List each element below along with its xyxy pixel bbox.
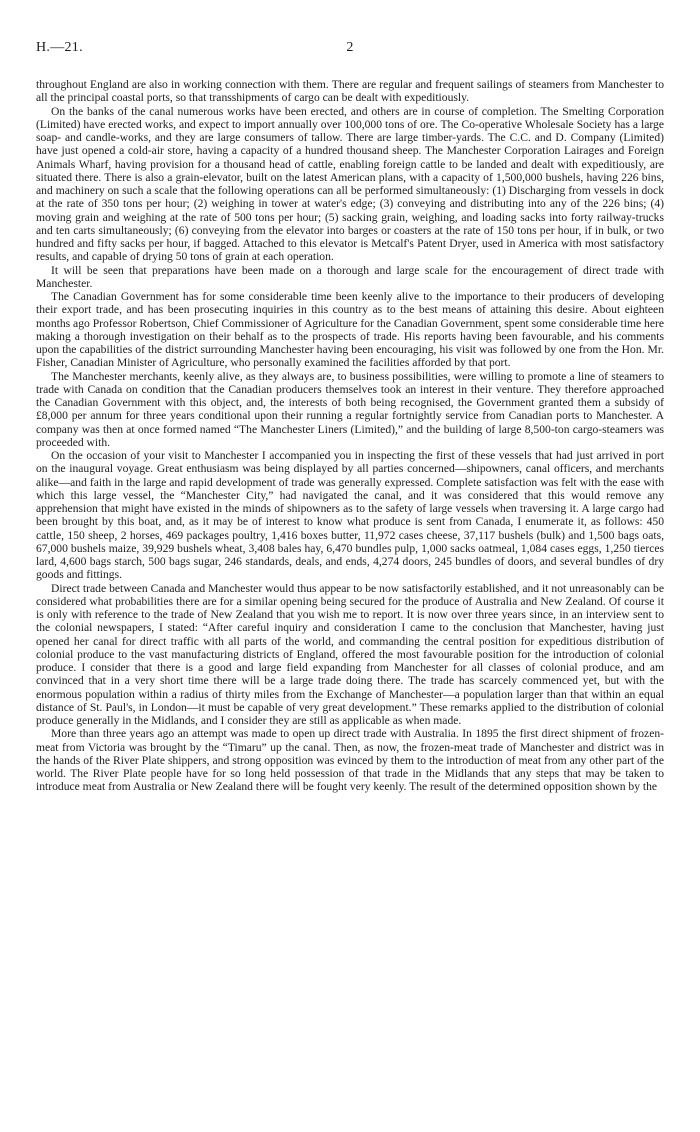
paragraph-preparations: It will be seen that preparations have been made on a thorough and large scale for the encouragement of direct trade with Manchester.	[36, 263, 664, 290]
paragraph-canadian-government: The Canadian Government has for some considerable time been keenly alive to the importance to their producers of developing their export trade, and has been prosecuting inquiries in this country as to the best means of attaining this desire. About eighteen months ago Professor Robertson, Chief Commissioner of Agriculture for the Canadian Government, spent some considerable time here making a thorough investigation on their behalf as to the prospects of trade. His reports having been favourable, and his comments upon the capabilities of the district surrounding Manchester having been encouraging, his visit was followed by one from the Hon. Mr. Fisher, Canadian Minister of Agriculture, who personally examined the facilities afforded by that port.	[36, 290, 664, 370]
page-header	[36, 40, 664, 58]
body-text	[36, 78, 664, 794]
paragraph-canal-works: On the banks of the canal numerous works have been erected, and others are in course of completion. The Smelting Corporation (Limited) have erected works, and expect to import annually over 100,000 tons of ore. The Co-operative Wholesale Society has a large soap- and candle-works, and they are large consumers of tallow. There are large timber-yards. The C.C. and D. Company (Limited) have just opened a cold-air store, having a capacity of a hundred thousand sheep. The Manchester Corporation Lairages and Foreign Animals Wharf, having provision for a thousand head of cattle, enabling foreign cattle to be landed and dealt with expeditiously, are situated there. There is also a grain-elevator, built on the latest American plans, with a capacity of 1,500,000 bushels, having 226 bins, and machinery on such a scale that the following operations can all be performed simultaneously: (1) Discharging from vessels in dock at the rate of 350 tons per hour; (2) weighing in tower at water's edge; (3) conveying and distributing into any of the 226 bins; (4) moving grain and weighing at the rate of 500 tons per hour; (5) sacking grain, weighing, and loading sacks into forty railway-trucks and ten carts simultaneously; (6) conveying from the elevator into barges or coasters at the rate of 150 tons per hour, if in bulk, or two hundred and fifty sacks per hour, if bagged. Attached to this elevator is Metcalf's Patent Dryer, used in America with most satisfactory results, and capable of drying 50 tons of grain at each operation.	[36, 104, 664, 264]
paragraph-australia-trade: More than three years ago an attempt was made to open up direct trade with Australia. In 1895 the first direct shipment of frozen-meat from Victoria was brought by the “Timaru” up the canal. Then, as now, the frozen-meat trade of Manchester and district was in the hands of the River Plate shippers, and strong opposition was evinced by them to the introduction of meat from any other part of the world. The River Plate people have for so long held possession of that trade in the Midlands that any steps that may be taken to introduce meat from Australia or New Zealand there will be fought very keenly. The result of the determined opposition shown by the	[36, 727, 664, 794]
page-number: 2	[346, 40, 354, 55]
paragraph-continued: throughout England are also in working connection with them. There are regular and frequent sailings of steamers from Manchester to all the principal coastal ports, so that transshipments of cargo can be dealt with expeditiously.	[36, 78, 664, 105]
paragraph-manchester-merchants: The Manchester merchants, keenly alive, as they always are, to business possibilities, were willing to promote a line of steamers to trade with Canada on condition that the Canadian producers themselves took an interest in their venture. They therefore approached the Canadian Government with this object, and, the interests of both being recognised, the Government granted them a subsidy of £8,000 per annum for three years conditional upon their running a regular fortnightly service from Canadian ports to Manchester. A company was then at once formed named “The Manchester Liners (Limited),” and the building of large 8,500-ton cargo-steamers was proceeded with.	[36, 369, 664, 449]
paragraph-direct-trade: Direct trade between Canada and Manchester would thus appear to be now satisfactorily established, and it not unreasonably can be considered what probabilities there are for a similar opening being secured for the produce of Australia and New Zealand. Of course it is only with reference to the trade of New Zealand that you wish me to report. It is now over three years since, in an interview sent to the colonial newspapers, I stated: “After careful inquiry and consideration I came to the conclusion that Manchester, having just opened her canal for direct traffic with all parts of the world, and commanding the central position for expeditious distribution of colonial produce to the vast manufacturing districts of England, offered the most favourable position for the introduction of colonial produce. I consider that there is a good and large field expanding from Manchester for all classes of colonial produce, and am convinced that in a very short time there will be a large trade doing there. The trade has scarcely commenced yet, but with the enormous population within a radius of thirty miles from the Exchange of Manchester—a population larger than that within an equal distance of St. Paul's, in London—it must be capable of very great development.” These remarks applied to the distribution of colonial produce generally in the Midlands, and I consider they are still as applicable as when made.	[36, 581, 664, 727]
document-reference: H.—21.	[36, 40, 83, 55]
paragraph-inaugural-voyage: On the occasion of your visit to Manchester I accompanied you in inspecting the first of these vessels that had just arrived in port on the inaugural voyage. Great enthusiasm was being displayed by all parties concerned—shipowners, canal officers, and merchants alike—and faith in the large and rapid development of trade was generally expressed. Complete satisfaction was felt with the ease with which this large vessel, the “Manchester City,” had navigated the canal, and it was considered that this would remove any apprehension that might have existed in the minds of shipowners as to the safety of large vessels when traversing it. A large cargo had been brought by this boat, and, as it may be of interest to know what produce is sent from Canada, I enumerate it, as follows: 450 cattle, 150 sheep, 2 horses, 469 packages poultry, 1,416 boxes butter, 11,972 cases cheese, 37,117 bushels (bulk) and 1,500 bags oats, 67,000 bushels maize, 39,929 bushels wheat, 3,408 bales hay, 6,470 bundles pulp, 1,000 sacks oatmeal, 1,084 cases eggs, 1,250 tierces lard, 4,600 bags starch, 500 bags sugar, 246 standards, deals, and ends, 4,274 doors, 245 bundles of doors, and several bundles of dry goods and fittings.	[36, 449, 664, 582]
